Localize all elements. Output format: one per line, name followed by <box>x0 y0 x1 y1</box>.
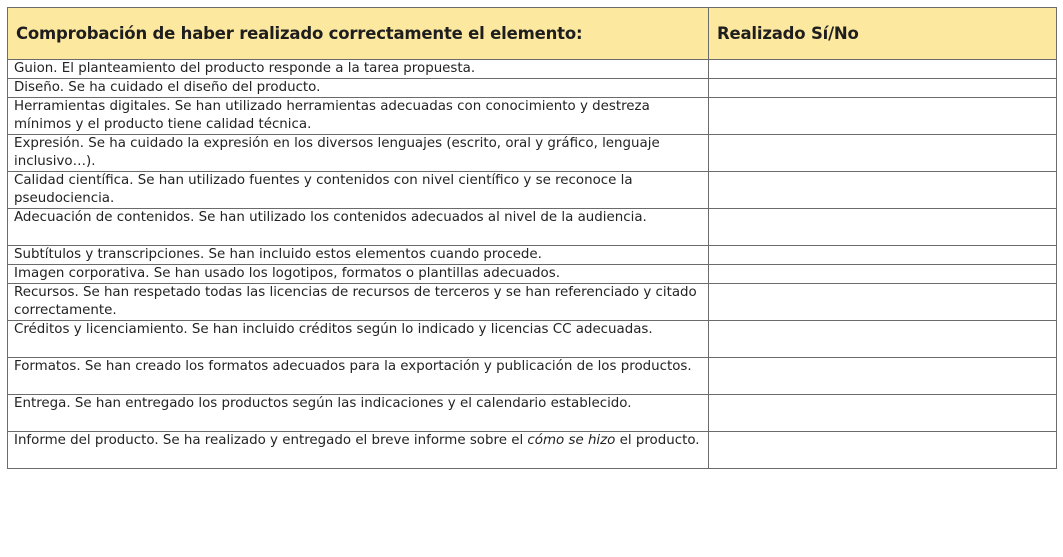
criterion-text <box>8 432 709 469</box>
criterion-text: Recursos. Se han respetado todas las licencias de recursos de terceros y se han referenciado y citado correctamente. <box>8 284 709 321</box>
criterion-text: Calidad científica. Se han utilizado fuentes y contenidos con nivel científico y se reconoce la pseudociencia. <box>8 172 709 209</box>
table-row <box>8 79 1057 98</box>
answer-cell[interactable] <box>709 135 1057 172</box>
criterion-text: Créditos y licenciamiento. Se han incluido créditos según lo indicado y licencias CC adecuadas. <box>8 321 709 358</box>
table-row <box>8 395 1057 432</box>
answer-cell[interactable] <box>709 79 1057 98</box>
criterion-text: Diseño. Se ha cuidado el diseño del producto. <box>8 79 709 98</box>
criterion-text-end: el producto. <box>615 433 700 448</box>
criterion-header: Comprobación de haber realizado correctamente el elemento: <box>8 8 709 60</box>
table-row <box>8 358 1057 395</box>
table-row <box>8 209 1057 246</box>
table-row <box>8 321 1057 358</box>
done-header: Realizado Sí/No <box>709 8 1057 60</box>
answer-cell[interactable] <box>709 265 1057 284</box>
criterion-text: Herramientas digitales. Se han utilizado herramientas adecuadas con conocimiento y destreza mínimos y el producto tiene calidad técnica. <box>8 98 709 135</box>
criterion-text: Guion. El planteamiento del producto responde a la tarea propuesta. <box>8 60 709 79</box>
table-row <box>8 265 1057 284</box>
answer-cell[interactable] <box>709 358 1057 395</box>
table-row <box>8 172 1057 209</box>
table-row <box>8 432 1057 469</box>
answer-cell[interactable] <box>709 246 1057 265</box>
criterion-text: Subtítulos y transcripciones. Se han incluido estos elementos cuando procede. <box>8 246 709 265</box>
table-row <box>8 246 1057 265</box>
criterion-text: Imagen corporativa. Se han usado los logotipos, formatos o plantillas adecuados. <box>8 265 709 284</box>
table-row <box>8 284 1057 321</box>
table-row <box>8 60 1057 79</box>
answer-cell[interactable] <box>709 172 1057 209</box>
answer-cell[interactable] <box>709 60 1057 79</box>
checklist-table <box>7 7 1057 469</box>
criterion-text-emphasis: cómo se hizo <box>527 433 616 448</box>
criterion-text: Expresión. Se ha cuidado la expresión en los diversos lenguajes (escrito, oral y gráfico, lenguaje inclusivo…). <box>8 135 709 172</box>
header-row <box>8 8 1057 60</box>
table-row <box>8 135 1057 172</box>
answer-cell[interactable] <box>709 432 1057 469</box>
table-row <box>8 98 1057 135</box>
answer-cell[interactable] <box>709 321 1057 358</box>
criterion-text: Formatos. Se han creado los formatos adecuados para la exportación y publicación de los productos. <box>8 358 709 395</box>
answer-cell[interactable] <box>709 98 1057 135</box>
criterion-text: Adecuación de contenidos. Se han utilizado los contenidos adecuados al nivel de la audiencia. <box>8 209 709 246</box>
answer-cell[interactable] <box>709 284 1057 321</box>
answer-cell[interactable] <box>709 395 1057 432</box>
answer-cell[interactable] <box>709 209 1057 246</box>
criterion-text-start: Informe del producto. Se ha realizado y entregado el breve informe sobre el <box>14 433 528 448</box>
criterion-text: Entrega. Se han entregado los productos según las indicaciones y el calendario establecido. <box>8 395 709 432</box>
